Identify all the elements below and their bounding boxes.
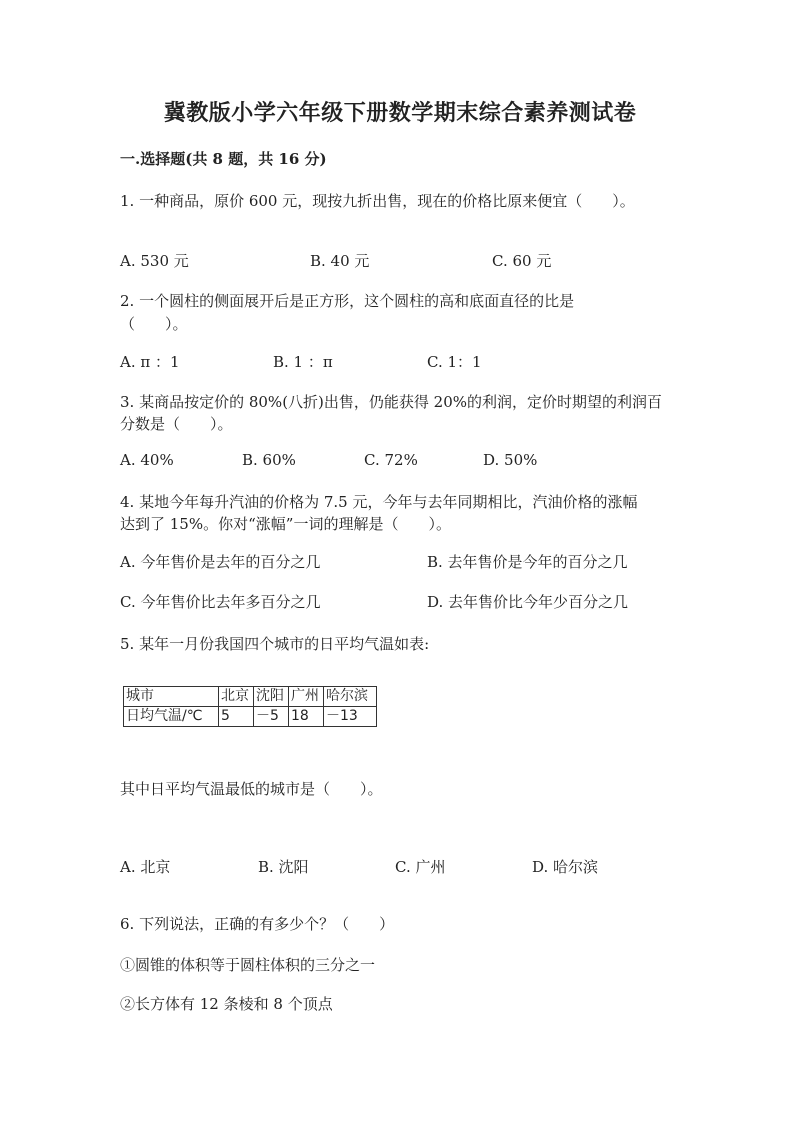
question-4-stem-line2: 达到了 15%。你对“涨幅”一词的理解是（ ）。 <box>120 515 451 533</box>
q3-option-c[interactable]: C. 72% <box>364 451 418 469</box>
page-title: 冀教版小学六年级下册数学期末综合素养测试卷 <box>163 100 637 126</box>
table-header-cell: 沈阳 <box>254 687 289 707</box>
table-header-cell: 哈尔滨 <box>324 687 377 707</box>
q6-statement-2: ②长方体有 12 条棱和 8 个顶点 <box>120 995 333 1013</box>
table-cell: －5 <box>254 707 289 727</box>
q6-statement-1: ①圆锥的体积等于圆柱体积的三分之一 <box>120 956 376 974</box>
temperature-table <box>123 686 377 727</box>
q4-option-d[interactable]: D. 去年售价比今年少百分之几 <box>427 593 629 611</box>
q3-option-b[interactable]: B. 60% <box>242 451 296 469</box>
q4-option-a[interactable]: A. 今年售价是去年的百分之几 <box>120 553 321 571</box>
q5-option-c[interactable]: C. 广州 <box>395 858 446 876</box>
section-heading: 一.选择题(共 8 题，共 16 分) <box>120 150 327 168</box>
q2-option-c[interactable]: C. 1：1 <box>427 353 482 371</box>
q1-option-b[interactable]: B. 40 元 <box>310 252 370 270</box>
q4-option-c[interactable]: C. 今年售价比去年多百分之几 <box>120 593 321 611</box>
table-row <box>124 707 377 727</box>
q3-option-d[interactable]: D. 50% <box>483 451 538 469</box>
table-cell: －13 <box>324 707 377 727</box>
q3-option-a[interactable]: A. 40% <box>120 451 174 469</box>
table-cell: 18 <box>289 707 324 727</box>
question-3-stem-line1: 3. 某商品按定价的 80%(八折)出售，仍能获得 20%的利润，定价时期望的利润百 <box>120 393 663 411</box>
q5-option-a[interactable]: A. 北京 <box>120 858 171 876</box>
table-header-row <box>124 687 377 707</box>
table-header-cell: 广州 <box>289 687 324 707</box>
q2-option-b[interactable]: B. 1 ：π <box>273 353 333 371</box>
question-4-stem-line1: 4. 某地今年每升汽油的价格为 7.5 元，今年与去年同期相比，汽油价格的涨幅 <box>120 493 638 511</box>
table-header-cell: 北京 <box>219 687 254 707</box>
table-header-cell: 城市 <box>124 687 219 707</box>
q5-option-d[interactable]: D. 哈尔滨 <box>532 858 599 876</box>
question-6-stem: 6. 下列说法，正确的有多少个？（ ） <box>120 915 395 933</box>
table-cell: 日均气温/℃ <box>124 707 219 727</box>
q1-option-c[interactable]: C. 60 元 <box>492 252 552 270</box>
question-2-stem-line2: （ ）。 <box>120 315 188 333</box>
q2-option-a[interactable]: A. π ：1 <box>120 353 180 371</box>
question-3-stem-line2: 分数是（ ）。 <box>120 415 233 433</box>
question-5-stem: 5. 某年一月份我国四个城市的日平均气温如表: <box>120 635 430 653</box>
question-1-stem: 1. 一种商品，原价 600 元，现按九折出售，现在的价格比原来便宜（ ）。 <box>120 192 635 210</box>
table-cell: 5 <box>219 707 254 727</box>
q5-option-b[interactable]: B. 沈阳 <box>258 858 309 876</box>
question-5-prompt: 其中日平均气温最低的城市是（ ）。 <box>120 780 383 798</box>
question-2-stem-line1: 2. 一个圆柱的侧面展开后是正方形，这个圆柱的高和底面直径的比是 <box>120 292 575 310</box>
q4-option-b[interactable]: B. 去年售价是今年的百分之几 <box>427 553 628 571</box>
q1-option-a[interactable]: A. 530 元 <box>120 252 189 270</box>
